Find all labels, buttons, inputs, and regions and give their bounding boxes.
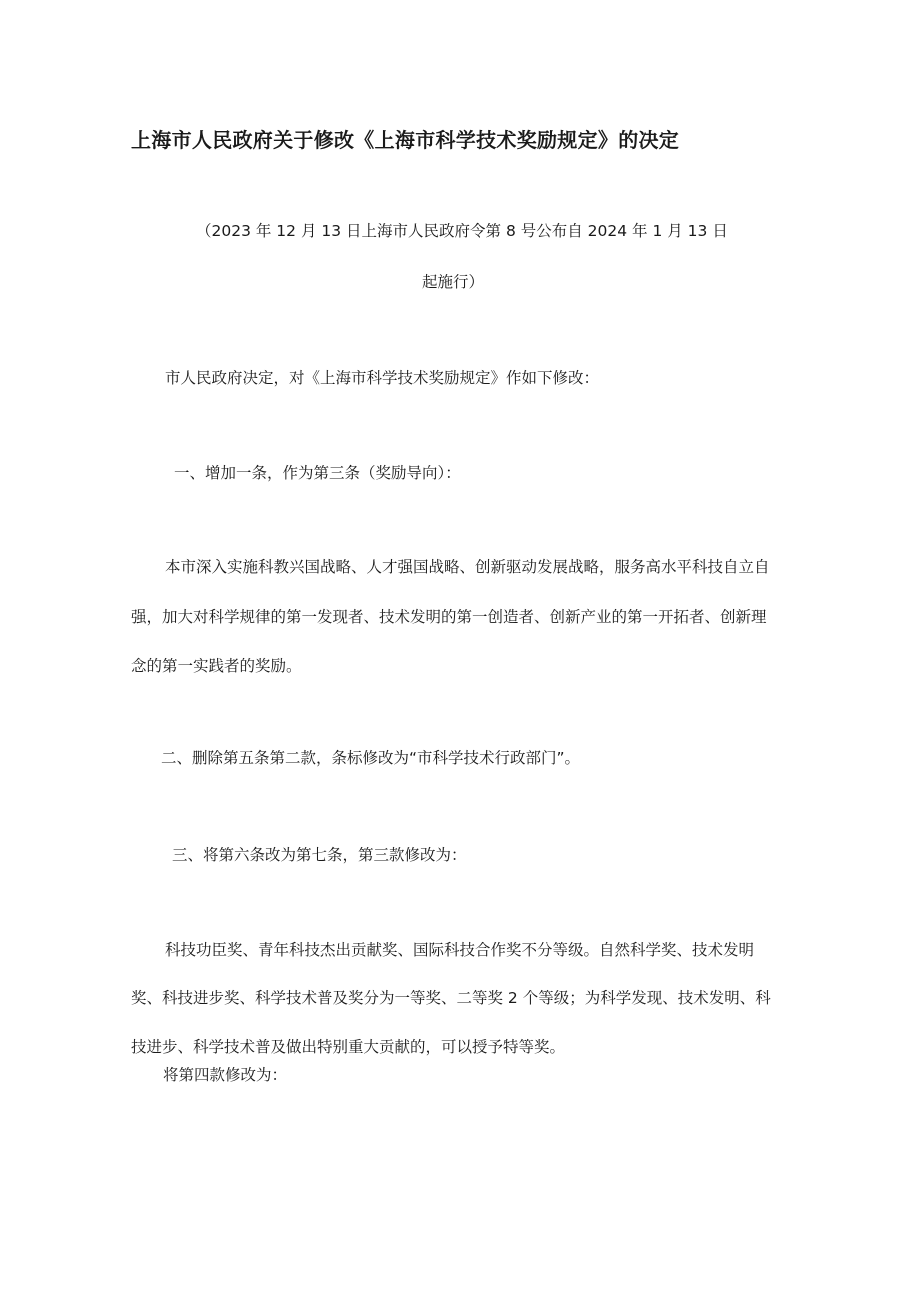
section-1-body-line: 本市深入实施科教兴国战略、人才强国战略、创新驱动发展战略，服务高水平科技自立自 <box>165 558 770 576</box>
section-3-body-line: 科技功臣奖、青年科技杰出贡献奖、国际科技合作奖不分等级。自然科学奖、技术发明 <box>165 941 755 959</box>
section-1-heading: 一、增加一条，作为第三条（奖励导向）： <box>174 464 461 482</box>
section-1-body-line: 强，加大对科学规律的第一发现者、技术发明的第一创造者、创新产业的第一开拓者、创新理 <box>131 608 767 626</box>
promulgation-note-line-1: （2023 年 12 月 13 日上海市人民政府令第 8 号公布自 2024 年 1 月 13 日 <box>196 222 728 240</box>
document-title: 上海市人民政府关于修改《上海市科学技术奖励规定》的决定 <box>131 128 680 152</box>
promulgation-note-line-2: 起施行） <box>422 273 485 291</box>
section-2-heading: 二、删除第五条第二款，条标修改为“市科学技术行政部门”。 <box>161 749 581 767</box>
section-1-body-line: 念的第一实践者的奖励。 <box>131 657 302 675</box>
intro-paragraph: 市人民政府决定，对《上海市科学技术奖励规定》作如下修改： <box>165 369 600 387</box>
section-3-next-clause: 将第四款修改为： <box>163 1066 288 1084</box>
section-3-body-line: 奖、科技进步奖、科学技术普及奖分为一等奖、二等奖 2 个等级；为科学发现、技术发明、科 <box>131 989 771 1007</box>
section-3-heading: 三、将第六条改为第七条，第三款修改为： <box>172 846 467 864</box>
section-3-body-line: 技进步、科学技术普及做出特别重大贡献的，可以授予特等奖。 <box>131 1038 566 1056</box>
